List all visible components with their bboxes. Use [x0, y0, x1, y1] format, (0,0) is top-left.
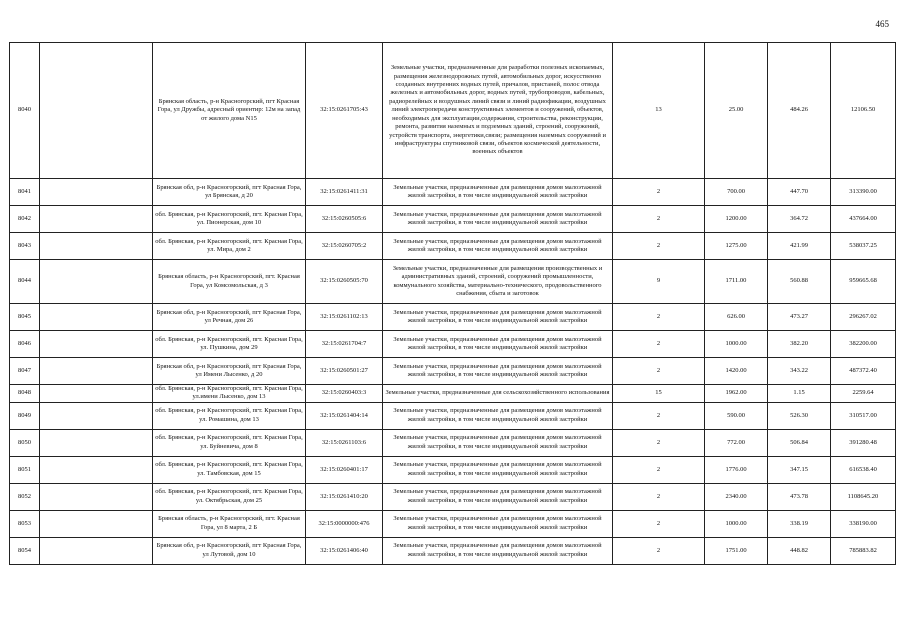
row-number: 8044 — [10, 260, 40, 304]
specific-value-cell: 382.20 — [768, 331, 831, 358]
address-cell: обл. Брянская, р-н Красногорский, пгт. Красная Гора, ул. Мира, дом 2 — [153, 233, 306, 260]
area-cell: 1420.00 — [705, 358, 768, 385]
zone-number-cell: 15 — [613, 385, 705, 403]
specific-value-cell: 343.22 — [768, 358, 831, 385]
table-row — [10, 510, 896, 537]
specific-value-cell: 364.72 — [768, 206, 831, 233]
address-cell: Брянская обл, р-н Красногорский, пгт Красная Гора, ул Брянская, д 20 — [153, 179, 306, 206]
cadastral-number-cell: 32:15:0261103:6 — [306, 429, 383, 456]
area-cell: 772.00 — [705, 429, 768, 456]
row-number: 8040 — [10, 43, 40, 179]
land-use-cell: Земельные участки, предназначенные для размещения домов малоэтажной жилой застройки, в том числе индивидуальной жилой застройки — [383, 358, 613, 385]
row-number: 8046 — [10, 331, 40, 358]
table-row — [10, 179, 896, 206]
zone-number-cell: 2 — [613, 304, 705, 331]
specific-value-cell: 421.99 — [768, 233, 831, 260]
address-cell: Брянская область, р-н Красногорский, пгт. Красная Гора, ул Комсомольская, д 3 — [153, 260, 306, 304]
empty-cell — [40, 483, 153, 510]
table-row — [10, 233, 896, 260]
land-use-cell: Земельные участки, предназначенные для размещения домов малоэтажной жилой застройки, в том числе индивидуальной жилой застройки — [383, 483, 613, 510]
land-use-cell: Земельные участки, предназначенные для размещения домов малоэтажной жилой застройки, в том числе индивидуальной жилой застройки — [383, 233, 613, 260]
address-cell: Брянская обл, р-н Красногорский, пгт Красная Гора, ул Имени Лысенко, д 20 — [153, 358, 306, 385]
zone-number-cell: 2 — [613, 402, 705, 429]
land-use-cell: Земельные участки, предназначенные для размещения производственных и административных зданий, строений, сооружений промышленности, коммунального хозяйства, материально-технического, продовольственного снабжения, сбыта и заготовок — [383, 260, 613, 304]
table-row — [10, 456, 896, 483]
row-number: 8047 — [10, 358, 40, 385]
land-use-cell: Земельные участки, предназначенные для разработки полезных ископаемых, размещения железнодорожных путей, автомобильных дорог, искусственно созданных внутренних водных путей, причалов, пристаней, полос отвода железных и автомобильных дорог, водных путей, трубопроводов, кабельных, радиорелейных и воздушных линий связи и линий радиофикации, воздушных линий электропередачи конструктивных элементов и сооружений, объектов, необходимых для эксплуатации,содержания, строительства, реконструкции, ремонта, развития наземных и подземных зданий, строений, сооружений, устройств транспорта, энергетики,связи; размещения наземных сооружений и инфраструктуры спутниковой связи, объектов космической деятельности, военных объектов — [383, 43, 613, 179]
empty-cell — [40, 43, 153, 179]
zone-number-cell: 2 — [613, 179, 705, 206]
cadastral-number-cell: 32:15:0260505:6 — [306, 206, 383, 233]
specific-value-cell: 484.26 — [768, 43, 831, 179]
empty-cell — [40, 304, 153, 331]
address-cell: Брянская обл, р-н Красногорский, пгт Красная Гора, ул Речная, дом 26 — [153, 304, 306, 331]
empty-cell — [40, 429, 153, 456]
address-cell: Брянская обл, р-н Красногорский, пгт Красная Гора, ул Лутовой, дом 10 — [153, 537, 306, 564]
row-number: 8050 — [10, 429, 40, 456]
cadastral-value-cell: 313390.00 — [831, 179, 896, 206]
cadastral-value-cell: 616538.40 — [831, 456, 896, 483]
specific-value-cell: 473.27 — [768, 304, 831, 331]
cadastral-value-cell: 338190.00 — [831, 510, 896, 537]
table-row — [10, 358, 896, 385]
land-use-cell: Земельные участки, предназначенные для размещения домов малоэтажной жилой застройки, в том числе индивидуальной жилой застройки — [383, 331, 613, 358]
cadastral-number-cell: 32:15:0260505:70 — [306, 260, 383, 304]
zone-number-cell: 2 — [613, 510, 705, 537]
empty-cell — [40, 233, 153, 260]
area-cell: 1751.00 — [705, 537, 768, 564]
row-number: 8054 — [10, 537, 40, 564]
zone-number-cell: 2 — [613, 206, 705, 233]
cadastral-value-cell: 310517.00 — [831, 402, 896, 429]
row-number: 8042 — [10, 206, 40, 233]
cadastral-number-cell: 32:15:0261411:31 — [306, 179, 383, 206]
row-number: 8041 — [10, 179, 40, 206]
cadastral-number-cell: 32:15:0261102:13 — [306, 304, 383, 331]
land-use-cell: Земельные участки, предназначенные для сельскохозяйственного использования — [383, 385, 613, 403]
area-cell: 1000.00 — [705, 510, 768, 537]
specific-value-cell: 448.82 — [768, 537, 831, 564]
land-use-cell: Земельные участки, предназначенные для размещения домов малоэтажной жилой застройки, в том числе индивидуальной жилой застройки — [383, 456, 613, 483]
cadastral-value-cell: 538037.25 — [831, 233, 896, 260]
cadastral-number-cell: 32:15:0261705:43 — [306, 43, 383, 179]
empty-cell — [40, 402, 153, 429]
cadastral-number-cell: 32:15:0260401:17 — [306, 456, 383, 483]
table-row — [10, 483, 896, 510]
specific-value-cell: 338.19 — [768, 510, 831, 537]
cadastral-value-cell: 959665.68 — [831, 260, 896, 304]
land-use-cell: Земельные участки, предназначенные для размещения домов малоэтажной жилой застройки, в том числе индивидуальной жилой застройки — [383, 537, 613, 564]
cadastral-number-cell: 32:15:0260705:2 — [306, 233, 383, 260]
area-cell: 1962.00 — [705, 385, 768, 403]
area-cell: 1776.00 — [705, 456, 768, 483]
row-number: 8051 — [10, 456, 40, 483]
cadastral-value-cell: 1108645.20 — [831, 483, 896, 510]
row-number: 8043 — [10, 233, 40, 260]
address-cell: обл. Брянская, р-н Красногорский, пгт. Красная Гора, ул. Октябрьская, дом 25 — [153, 483, 306, 510]
table-row — [10, 304, 896, 331]
cadastral-value-cell: 2259.64 — [831, 385, 896, 403]
zone-number-cell: 2 — [613, 456, 705, 483]
specific-value-cell: 1.15 — [768, 385, 831, 403]
zone-number-cell: 2 — [613, 358, 705, 385]
cadastral-number-cell: 32:15:0260403:3 — [306, 385, 383, 403]
empty-cell — [40, 331, 153, 358]
table-row — [10, 537, 896, 564]
table-row — [10, 385, 896, 403]
zone-number-cell: 2 — [613, 233, 705, 260]
empty-cell — [40, 179, 153, 206]
address-cell: Брянская область, р-н Красногорский, пгт Красная Гора, ул Дружбы, адресный ориентир: 12м на запад от жилого дома N15 — [153, 43, 306, 179]
area-cell: 590.00 — [705, 402, 768, 429]
area-cell: 2340.00 — [705, 483, 768, 510]
table-row — [10, 43, 896, 179]
area-cell: 1000.00 — [705, 331, 768, 358]
table-row — [10, 429, 896, 456]
cadastral-number-cell: 32:15:0261410:20 — [306, 483, 383, 510]
table-row — [10, 260, 896, 304]
row-number: 8053 — [10, 510, 40, 537]
land-use-cell: Земельные участки, предназначенные для размещения домов малоэтажной жилой застройки, в том числе индивидуальной жилой застройки — [383, 179, 613, 206]
land-registry-table — [9, 42, 896, 565]
cadastral-value-cell: 391280.48 — [831, 429, 896, 456]
cadastral-value-cell: 12106.50 — [831, 43, 896, 179]
area-cell: 1200.00 — [705, 206, 768, 233]
registry-body — [10, 43, 896, 565]
cadastral-value-cell: 437664.00 — [831, 206, 896, 233]
empty-cell — [40, 206, 153, 233]
row-number: 8049 — [10, 402, 40, 429]
area-cell: 1275.00 — [705, 233, 768, 260]
specific-value-cell: 473.78 — [768, 483, 831, 510]
cadastral-number-cell: 32:15:0261404:14 — [306, 402, 383, 429]
row-number: 8048 — [10, 385, 40, 403]
address-cell: Брянская область, р-н Красногорский, пгт. Красная Гора, ул 8 марта, 2 Б — [153, 510, 306, 537]
cadastral-value-cell: 296267.02 — [831, 304, 896, 331]
empty-cell — [40, 537, 153, 564]
table-row — [10, 206, 896, 233]
specific-value-cell: 560.88 — [768, 260, 831, 304]
address-cell: обл. Брянская, р-н Красногорский, пгт. Красная Гора, ул. Тамбовская, дом 15 — [153, 456, 306, 483]
address-cell: обл. Брянская, р-н Красногорский, пгт. Красная Гора, ул. Пушкина, дом 29 — [153, 331, 306, 358]
table-row — [10, 331, 896, 358]
empty-cell — [40, 510, 153, 537]
area-cell: 1711.00 — [705, 260, 768, 304]
page-number: 465 — [875, 19, 889, 29]
cadastral-number-cell: 32:15:0260501:27 — [306, 358, 383, 385]
table-row — [10, 402, 896, 429]
row-number: 8045 — [10, 304, 40, 331]
cadastral-number-cell: 32:15:0000000:476 — [306, 510, 383, 537]
empty-cell — [40, 358, 153, 385]
specific-value-cell: 506.84 — [768, 429, 831, 456]
specific-value-cell: 526.30 — [768, 402, 831, 429]
area-cell: 25.00 — [705, 43, 768, 179]
specific-value-cell: 447.70 — [768, 179, 831, 206]
area-cell: 626.00 — [705, 304, 768, 331]
cadastral-number-cell: 32:15:0261704:7 — [306, 331, 383, 358]
land-use-cell: Земельные участки, предназначенные для размещения домов малоэтажной жилой застройки, в том числе индивидуальной жилой застройки — [383, 429, 613, 456]
cadastral-value-cell: 785883.82 — [831, 537, 896, 564]
cadastral-value-cell: 382200.00 — [831, 331, 896, 358]
address-cell: обл. Брянская, р-н Красногорский, пгт. Красная Гора, ул. Буйневича, дом 8 — [153, 429, 306, 456]
row-number: 8052 — [10, 483, 40, 510]
land-use-cell: Земельные участки, предназначенные для размещения домов малоэтажной жилой застройки, в том числе индивидуальной жилой застройки — [383, 206, 613, 233]
zone-number-cell: 9 — [613, 260, 705, 304]
specific-value-cell: 347.15 — [768, 456, 831, 483]
empty-cell — [40, 385, 153, 403]
zone-number-cell: 2 — [613, 537, 705, 564]
zone-number-cell: 2 — [613, 483, 705, 510]
zone-number-cell: 13 — [613, 43, 705, 179]
cadastral-value-cell: 487372.40 — [831, 358, 896, 385]
address-cell: обл. Брянская, р-н Красногорский, пгт. Красная Гора, ул. Ромашина, дом 13 — [153, 402, 306, 429]
zone-number-cell: 2 — [613, 331, 705, 358]
empty-cell — [40, 260, 153, 304]
area-cell: 700.00 — [705, 179, 768, 206]
cadastral-number-cell: 32:15:0261406:40 — [306, 537, 383, 564]
address-cell: обл. Брянская, р-н Красногорский, пгт. Красная Гора, ул.имени Лысенко, дом 13 — [153, 385, 306, 403]
zone-number-cell: 2 — [613, 429, 705, 456]
empty-cell — [40, 456, 153, 483]
land-use-cell: Земельные участки, предназначенные для размещения домов малоэтажной жилой застройки, в том числе индивидуальной жилой застройки — [383, 304, 613, 331]
address-cell: обл. Брянская, р-н Красногорский, пгт. Красная Гора, ул. Пионерская, дом 10 — [153, 206, 306, 233]
land-use-cell: Земельные участки, предназначенные для размещения домов малоэтажной жилой застройки, в том числе индивидуальной жилой застройки — [383, 510, 613, 537]
land-use-cell: Земельные участки, предназначенные для размещения домов малоэтажной жилой застройки, в том числе индивидуальной жилой застройки — [383, 402, 613, 429]
